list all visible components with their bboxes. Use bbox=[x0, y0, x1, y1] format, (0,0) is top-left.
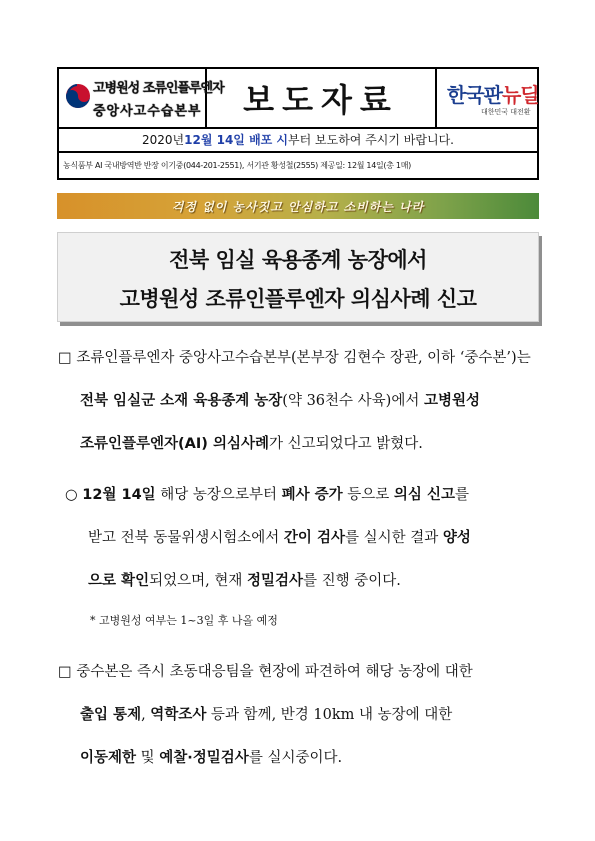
p3-comma: , bbox=[141, 707, 151, 723]
korean-new-deal-logo bbox=[437, 69, 537, 127]
p2-detailed-test: 정밀검사 bbox=[246, 573, 303, 589]
embargo-suffix: 부터 보도하여 주시기 바랍니다. bbox=[288, 132, 454, 147]
p1-text: 조류인플루엔자 중앙사고수습본부(본부장 김현수 장관, 이하 ‘중수본’)는 bbox=[76, 350, 531, 366]
p3-text-a: 등과 함께, 반경 10km 내 농장에 대한 bbox=[206, 707, 453, 723]
p2-line1 bbox=[65, 483, 469, 504]
p3-and: 및 bbox=[136, 750, 160, 766]
p2-text-e: 를 실시한 결과 bbox=[345, 530, 443, 546]
p3-line2 bbox=[80, 703, 452, 724]
p1-line3 bbox=[80, 432, 423, 453]
logo-subtitle: 대한민국 대전환 bbox=[481, 108, 531, 116]
p2-footnote: * 고병원성 여부는 1~3일 후 나올 예정 bbox=[90, 614, 278, 627]
p2-line3 bbox=[88, 569, 401, 590]
p2-suspected-report: 의심 신고 bbox=[393, 487, 455, 503]
square-bullet-icon: □ bbox=[58, 350, 72, 366]
government-emblem-icon bbox=[65, 83, 91, 109]
headline-line2: 고병원성 조류인플루엔자 의심사례 신고 bbox=[119, 287, 477, 311]
p3-access-control: 출입 통제 bbox=[80, 707, 142, 723]
p3-epidemiology: 역학조사 bbox=[150, 707, 207, 723]
contact-info: 농식품부 AI 국내방역반 반장 이기중(044-201-2551), 서기관 황성철(2555) 제공일: 12월 14일(총 1매) bbox=[63, 161, 411, 170]
headline-box bbox=[57, 232, 539, 322]
slogan-text: 걱정 없이 농사짓고 안심하고 소비하는 나라 bbox=[171, 199, 425, 214]
p3-line1 bbox=[58, 660, 473, 681]
p2-line2 bbox=[88, 526, 471, 547]
p2-text-d: 받고 전북 동물위생시험소에서 bbox=[88, 530, 284, 546]
p2-rapid-test: 간이 검사 bbox=[283, 530, 345, 546]
p3-line3 bbox=[80, 746, 342, 767]
p1-line2 bbox=[80, 389, 480, 410]
p3-text-b: 를 실시중이다. bbox=[248, 750, 343, 766]
embargo-prefix: 2020년 bbox=[141, 132, 185, 147]
logo-text-red: 뉴딜 bbox=[501, 83, 539, 107]
document-type-title: 보도자료 bbox=[207, 69, 437, 127]
organization-block bbox=[59, 69, 224, 127]
p1-suspected-case: 조류인플루엔자(AI) 의심사례 bbox=[80, 436, 269, 452]
p1-flock-size: (약 36천수 사육)에서 bbox=[282, 393, 424, 409]
p1-highly-pathogenic: 고병원성 bbox=[423, 393, 480, 409]
logo-text-blue: 한국판 bbox=[447, 83, 502, 107]
org-name-line2: 중앙사고수습본부 bbox=[93, 104, 202, 119]
slogan-banner bbox=[57, 193, 539, 219]
square-bullet-icon: □ bbox=[58, 664, 72, 680]
org-name-line1: 고병원성 조류인플루엔자 bbox=[93, 81, 224, 96]
p3-surveillance-testing: 예찰·정밀검사 bbox=[159, 750, 249, 766]
embargo-date: 12월 14일 배포 시 bbox=[184, 132, 289, 147]
p1-line1 bbox=[58, 346, 531, 367]
p3-movement-restriction: 이동제한 bbox=[80, 750, 137, 766]
p2-text-a: 해당 농장으로부터 bbox=[155, 487, 282, 503]
p2-text-b: 등으로 bbox=[342, 487, 394, 503]
p2-confirmed: 으로 확인 bbox=[88, 573, 150, 589]
p2-text-g: 를 진행 중이다. bbox=[302, 573, 401, 589]
p2-text-c: 를 bbox=[454, 487, 469, 503]
p3-text: 중수본은 즉시 초동대응팀을 현장에 파견하여 해당 농장에 대한 bbox=[76, 664, 473, 680]
press-release-header bbox=[57, 67, 539, 180]
p2-text-f: 되었으며, 현재 bbox=[149, 573, 247, 589]
embargo-notice bbox=[59, 127, 537, 153]
p1-reported: 가 신고되었다고 밝혔다. bbox=[269, 436, 423, 452]
p2-positive: 양성 bbox=[442, 530, 471, 546]
header-top-row bbox=[59, 69, 537, 129]
p1-farm-location: 전북 임실군 소재 육용종계 농장 bbox=[80, 393, 283, 409]
logo-wordmark bbox=[447, 79, 539, 108]
p2-date: 12월 14일 bbox=[82, 487, 156, 503]
p2-mortality-increase: 폐사 증가 bbox=[281, 487, 343, 503]
headline-line1: 전북 임실 육용종계 농장에서 bbox=[169, 248, 427, 272]
circle-bullet-icon: ○ bbox=[65, 487, 78, 503]
